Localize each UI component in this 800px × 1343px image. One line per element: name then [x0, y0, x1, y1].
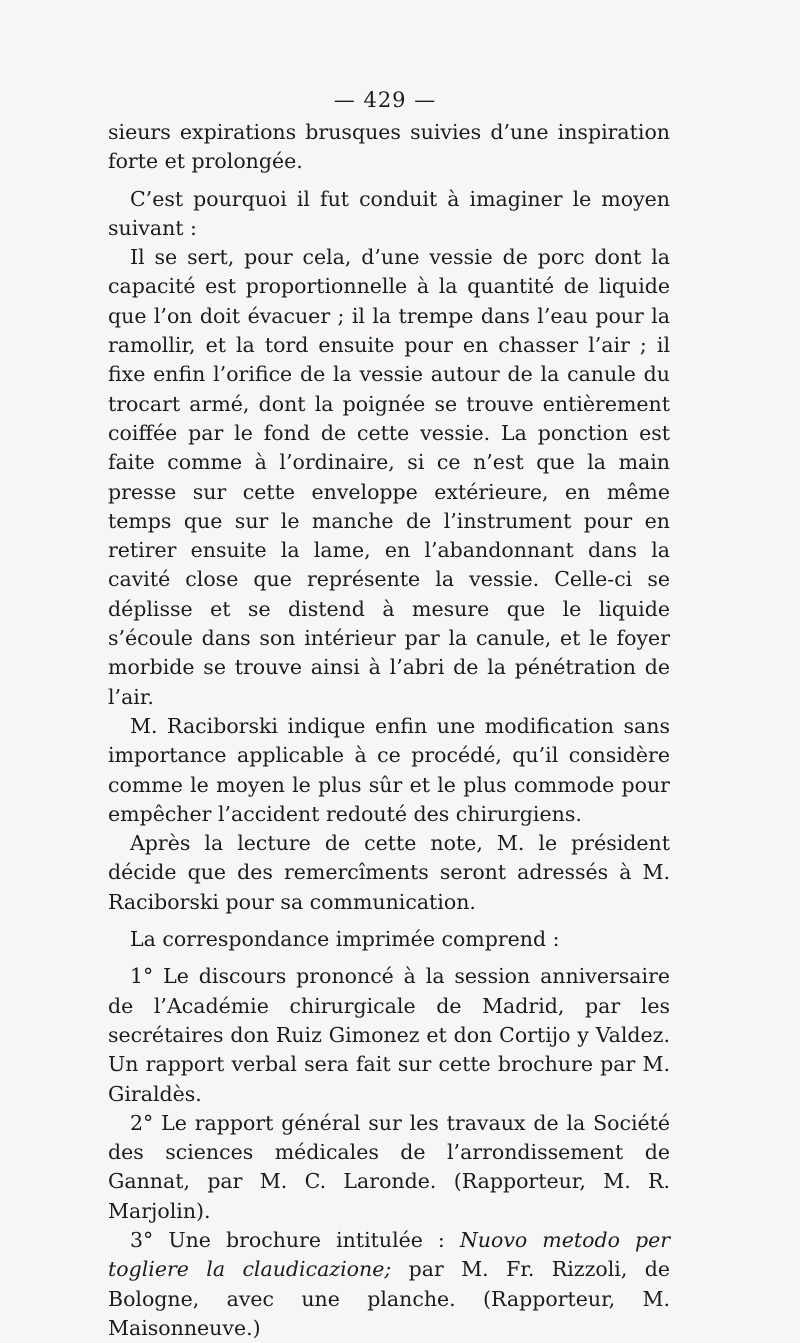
paragraph-bladder-method: Il se sert, pour cela, d’une vessie de porc dont la capacité est proportionnelle à la quantité de liquide que l’on doit évacuer ; il la trempe dans l’eau pour la ramollir, et la tord ensuite pour en chasser l’air ; il fixe enfin l’orifice de la vessie autour de la canule du trocart armé, dont la poignée se trouve entièrement coiffée par le fond de cette vessie. La ponction est faite comme à l’ordinaire, si ce n’est que la main presse sur cette enveloppe extérieure, en même temps que sur le manche de l’instrument pour en retirer ensuite la lame, en l’abandonnant dans la cavité close que représente la vessie. Celle-ci se déplisse et se distend à mesure que le liquide s’écoule dans son intérieur par la canule, et le foyer morbide se trouve ainsi à l’abri de la pénétration de l’air.: [108, 245, 670, 709]
paragraph-item-1: 1° Le discours prononcé à la session anniversaire de l’Académie chirurgicale de Madrid, par les secrétaires don Ruiz Gimonez et don Cortijo y Valdez. Un rapport verbal sera fait sur cette brochure par M. Giraldès.: [108, 964, 670, 1106]
paragraph-item-3: [108, 1226, 670, 1343]
paragraph-intro-method: C’est pourquoi il fut conduit à imaginer le moyen suivant :: [108, 186, 670, 240]
paragraph-president-decision: Après la lecture de cette note, M. le président décide que des remercîments seront adressés à M. Raciborski pour sa communication.: [108, 831, 670, 914]
paragraph-raciborski: M. Raciborski indique enfin une modification sans importance applicable à ce procédé, qu’il considère comme le moyen le plus sûr et le plus commode pour empêcher l’accident redouté des chirurgiens.: [108, 713, 670, 826]
paragraph-item-2: 2° Le rapport général sur les travaux de la Société des sciences médicales de l’arrondissement de Gannat, par M. C. Laronde. (Rapporteur, M. R. Marjolin).: [108, 1110, 670, 1223]
paragraph-continuation: sieurs expirations brusques suivies d’une inspiration forte et prolongée.: [108, 120, 670, 174]
item-3-start: 3° Une brochure intitulée :: [130, 1227, 460, 1252]
page-number: — 429 —: [333, 88, 437, 112]
item-3-title: Nuovo metodo per togliere la claudicazione;: [108, 1227, 670, 1282]
item-3-end: par M. Fr. Rizzoli, de Bologne, avec une planche. (Rapporteur, M. Maisonneuve.): [108, 1257, 670, 1340]
body-text: [108, 118, 670, 1343]
paragraph-correspondence-heading: La correspondance imprimée comprend :: [130, 927, 560, 952]
